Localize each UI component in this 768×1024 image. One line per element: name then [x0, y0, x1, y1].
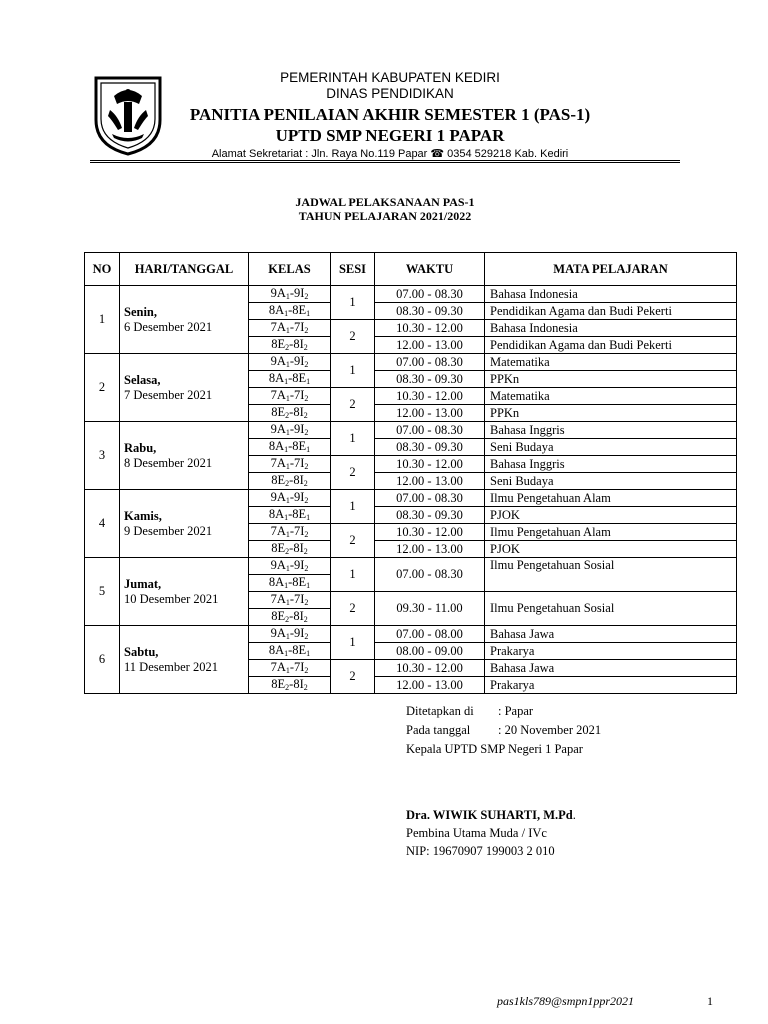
- schedule-body: [85, 286, 737, 694]
- kelas-part: -8E: [288, 643, 307, 657]
- kelas-part: 7A: [270, 524, 286, 538]
- day-date: 11 Desember 2021: [124, 659, 218, 674]
- header-kelas: KELAS: [249, 253, 331, 286]
- cell-kelas: [249, 507, 331, 524]
- cell-mata-pelajaran: Bahasa Jawa: [485, 660, 737, 677]
- kelas-part: -8E: [288, 507, 307, 521]
- cell-sesi: 2: [331, 660, 375, 694]
- kelas-subscript: 2: [304, 632, 309, 641]
- kelas-part: 9A: [270, 626, 286, 640]
- cell-mata-pelajaran: Matematika: [485, 388, 737, 405]
- kelas-subscript: 1: [285, 292, 290, 301]
- sign-place-line: [406, 702, 533, 721]
- cell-kelas: [249, 303, 331, 320]
- kop-line-pemerintah: PEMERINTAH KABUPATEN KEDIRI: [280, 70, 500, 85]
- kop-line-sekolah: UPTD SMP NEGERI 1 PAPAR: [275, 126, 505, 145]
- kelas-subscript: 1: [285, 428, 290, 437]
- kelas-part: 8E: [271, 337, 286, 351]
- header-mata-pelajaran: MATA PELAJARAN: [485, 253, 737, 286]
- cell-hari-tanggal: [120, 286, 249, 354]
- kelas-part: 9A: [270, 422, 286, 436]
- kelas-subscript: 2: [304, 394, 309, 403]
- kelas-subscript: 2: [304, 292, 309, 301]
- kelas-part: 8A: [268, 575, 285, 589]
- cell-kelas: [249, 643, 331, 660]
- kelas-part: 8E: [271, 541, 286, 555]
- kelas-part: 8E: [271, 473, 286, 487]
- sign-name: Dra. WIWIK SUHARTI, M.Pd: [406, 808, 573, 822]
- kelas-part: -7I: [289, 388, 305, 402]
- kelas-subscript: 2: [304, 530, 309, 539]
- cell-kelas: [249, 541, 331, 558]
- kelas-subscript: 2: [285, 411, 290, 420]
- cell-waktu: 07.00 - 08.30: [375, 490, 485, 507]
- kelas-part: -9I: [289, 286, 305, 300]
- cell-kelas: [249, 320, 331, 337]
- cell-kelas: [249, 371, 331, 388]
- doc-subtitle: TAHUN PELAJARAN 2021/2022: [298, 209, 472, 223]
- kelas-subscript: 2: [304, 462, 309, 471]
- table-row: [85, 286, 737, 303]
- sign-name-suffix: .: [572, 808, 576, 822]
- cell-kelas: [249, 677, 331, 694]
- kelas-subscript: 1: [306, 513, 311, 522]
- kelas-subscript: 2: [285, 343, 290, 352]
- cell-waktu: 10.30 - 12.00: [375, 456, 485, 473]
- day-date: 7 Desember 2021: [124, 387, 213, 402]
- cell-mata-pelajaran: PPKn: [485, 371, 737, 388]
- kelas-part: -8E: [288, 303, 307, 317]
- cell-kelas: [249, 405, 331, 422]
- kelas-part: 8A: [268, 643, 285, 657]
- cell-mata-pelajaran: Seni Budaya: [485, 473, 737, 490]
- cell-mata-pelajaran: Ilmu Pengetahuan Sosial: [485, 592, 737, 626]
- sign-place-label: Ditetapkan di: [406, 704, 474, 718]
- kelas-part: -9I: [289, 354, 305, 368]
- day-name: Senin,: [124, 304, 158, 319]
- cell-waktu: 10.30 - 12.00: [375, 320, 485, 337]
- sign-nip: NIP: 19670907 199003 2 010: [406, 844, 555, 858]
- cell-kelas: [249, 422, 331, 439]
- cell-sesi: 2: [331, 388, 375, 422]
- kelas-part: -8I: [289, 609, 304, 623]
- cell-kelas: [249, 490, 331, 507]
- schedule-table: [84, 252, 737, 694]
- cell-waktu: 12.00 - 13.00: [375, 473, 485, 490]
- kelas-subscript: 2: [304, 564, 309, 573]
- cell-mata-pelajaran: PJOK: [485, 541, 737, 558]
- cell-mata-pelajaran: Bahasa Jawa: [485, 626, 737, 643]
- kelas-subscript: 2: [303, 479, 308, 488]
- kelas-part: 8E: [271, 609, 286, 623]
- cell-no: 4: [85, 490, 120, 558]
- page-number: 1: [707, 994, 713, 1008]
- cell-waktu: 12.00 - 13.00: [375, 405, 485, 422]
- kelas-part: 8A: [268, 371, 285, 385]
- sign-rank: Pembina Utama Muda / IVc: [406, 826, 547, 840]
- cell-mata-pelajaran: Seni Budaya: [485, 439, 737, 456]
- cell-sesi: 1: [331, 626, 375, 660]
- cell-waktu: 08.00 - 09.00: [375, 643, 485, 660]
- header-hari-tanggal: HARI/TANGGAL: [120, 253, 249, 286]
- table-row: [85, 422, 737, 439]
- cell-mata-pelajaran: Ilmu Pengetahuan Alam: [485, 524, 737, 541]
- kelas-subscript: 2: [304, 326, 309, 335]
- kelas-part: -8E: [288, 371, 307, 385]
- sign-date-label: Pada tanggal: [406, 723, 471, 737]
- kelas-subscript: 1: [285, 598, 290, 607]
- cell-hari-tanggal: [120, 422, 249, 490]
- cell-kelas: [249, 354, 331, 371]
- kelas-subscript: 2: [304, 428, 309, 437]
- cell-waktu: 10.30 - 12.00: [375, 660, 485, 677]
- kelas-part: -9I: [289, 490, 305, 504]
- kelas-part: -7I: [289, 592, 305, 606]
- cell-waktu: 08.30 - 09.30: [375, 371, 485, 388]
- cell-sesi: 1: [331, 422, 375, 456]
- day-date: 6 Desember 2021: [124, 319, 213, 334]
- cell-sesi: 1: [331, 286, 375, 320]
- kelas-subscript: 1: [284, 649, 289, 658]
- kelas-subscript: 1: [284, 581, 289, 590]
- kelas-part: 8A: [268, 439, 285, 453]
- kelas-subscript: 1: [285, 530, 290, 539]
- cell-waktu: 07.00 - 08.30: [375, 354, 485, 371]
- cell-hari-tanggal: [120, 354, 249, 422]
- cell-kelas: [249, 524, 331, 541]
- header-no: NO: [85, 253, 120, 286]
- kelas-part: 8E: [271, 677, 286, 691]
- kelas-part: 8A: [268, 303, 285, 317]
- footer-code: pas1kls789@smpn1ppr2021: [497, 994, 635, 1008]
- day-name: Jumat,: [124, 576, 162, 591]
- header-sesi: SESI: [331, 253, 375, 286]
- kelas-part: -8I: [289, 405, 304, 419]
- kelas-part: -8E: [288, 439, 307, 453]
- kelas-subscript: 1: [284, 513, 289, 522]
- header-waktu: WAKTU: [375, 253, 485, 286]
- kelas-part: 7A: [270, 388, 286, 402]
- kelas-subscript: 2: [304, 496, 309, 505]
- cell-sesi: 2: [331, 524, 375, 558]
- kelas-part: -7I: [289, 660, 305, 674]
- cell-waktu: 10.30 - 12.00: [375, 524, 485, 541]
- cell-waktu: 10.30 - 12.00: [375, 388, 485, 405]
- table-header-row: [85, 253, 737, 286]
- kelas-part: -8I: [289, 337, 304, 351]
- kelas-part: -8I: [289, 473, 304, 487]
- cell-waktu: 07.00 - 08.30: [375, 422, 485, 439]
- cell-mata-pelajaran: Bahasa Inggris: [485, 422, 737, 439]
- sign-date-line: [406, 721, 601, 740]
- cell-no: 2: [85, 354, 120, 422]
- kelas-part: 7A: [270, 660, 286, 674]
- cell-hari-tanggal: [120, 626, 249, 694]
- kelas-part: 8E: [271, 405, 286, 419]
- kelas-part: -7I: [289, 456, 305, 470]
- cell-kelas: [249, 439, 331, 456]
- cell-kelas: [249, 626, 331, 643]
- kelas-subscript: 2: [304, 360, 309, 369]
- cell-waktu: 12.00 - 13.00: [375, 677, 485, 694]
- cell-sesi: 1: [331, 354, 375, 388]
- kelas-subscript: 1: [285, 394, 290, 403]
- day-name: Selasa,: [124, 372, 161, 387]
- kelas-part: -7I: [289, 524, 305, 538]
- cell-waktu: 07.00 - 08.00: [375, 626, 485, 643]
- table-row: [85, 354, 737, 371]
- cell-sesi: 2: [331, 456, 375, 490]
- kelas-part: 9A: [270, 558, 286, 572]
- kelas-subscript: 2: [304, 666, 309, 675]
- kelas-subscript: 1: [285, 496, 290, 505]
- kelas-part: 9A: [270, 354, 286, 368]
- table-row: [85, 490, 737, 507]
- kelas-part: 7A: [270, 320, 286, 334]
- kelas-part: -9I: [289, 626, 305, 640]
- kelas-subscript: 1: [285, 360, 290, 369]
- cell-kelas: [249, 473, 331, 490]
- kelas-subscript: 1: [306, 377, 311, 386]
- cell-waktu: 09.30 - 11.00: [375, 592, 485, 626]
- cell-waktu: 07.00 - 08.30: [375, 558, 485, 592]
- cell-kelas: [249, 592, 331, 609]
- cell-mata-pelajaran: Prakarya: [485, 677, 737, 694]
- cell-hari-tanggal: [120, 490, 249, 558]
- cell-kelas: [249, 660, 331, 677]
- kelas-subscript: 2: [303, 547, 308, 556]
- kelas-part: -8E: [288, 575, 307, 589]
- kelas-subscript: 2: [303, 615, 308, 624]
- kelas-subscript: 2: [285, 683, 290, 692]
- cell-mata-pelajaran: Ilmu Pengetahuan Alam: [485, 490, 737, 507]
- cell-mata-pelajaran: Matematika: [485, 354, 737, 371]
- kelas-part: -8I: [289, 541, 304, 555]
- cell-kelas: [249, 558, 331, 575]
- cell-sesi: 2: [331, 320, 375, 354]
- cell-kelas: [249, 456, 331, 473]
- kelas-subscript: 1: [284, 309, 289, 318]
- kelas-part: -7I: [289, 320, 305, 334]
- day-date: 8 Desember 2021: [124, 455, 213, 470]
- kelas-subscript: 2: [285, 479, 290, 488]
- kelas-subscript: 1: [285, 564, 290, 573]
- sign-date-value: : 20 November 2021: [498, 723, 602, 737]
- kelas-subscript: 1: [284, 445, 289, 454]
- kelas-part: 7A: [270, 456, 286, 470]
- cell-sesi: 2: [331, 592, 375, 626]
- table-row: [85, 558, 737, 575]
- kelas-subscript: 2: [304, 598, 309, 607]
- cell-waktu: 08.30 - 09.30: [375, 303, 485, 320]
- cell-no: 3: [85, 422, 120, 490]
- kelas-subscript: 1: [306, 445, 311, 454]
- cell-mata-pelajaran: PJOK: [485, 507, 737, 524]
- day-date: 9 Desember 2021: [124, 523, 213, 538]
- cell-kelas: [249, 609, 331, 626]
- kelas-subscript: 1: [306, 649, 311, 658]
- cell-mata-pelajaran: Pendidikan Agama dan Budi Pekerti: [485, 303, 737, 320]
- cell-kelas: [249, 388, 331, 405]
- cell-sesi: 1: [331, 490, 375, 524]
- doc-title: JADWAL PELAKSANAAN PAS-1: [295, 195, 475, 209]
- letterhead-rule: [90, 160, 680, 161]
- kelas-subscript: 1: [306, 309, 311, 318]
- kelas-subscript: 1: [285, 462, 290, 471]
- kelas-subscript: 2: [303, 683, 308, 692]
- day-name: Sabtu,: [124, 644, 159, 659]
- cell-kelas: [249, 337, 331, 354]
- cell-mata-pelajaran: Pendidikan Agama dan Budi Pekerti: [485, 337, 737, 354]
- letterhead-rule-thin: [90, 162, 680, 163]
- cell-mata-pelajaran: Bahasa Inggris: [485, 456, 737, 473]
- cell-waktu: 08.30 - 09.30: [375, 439, 485, 456]
- cell-mata-pelajaran: PPKn: [485, 405, 737, 422]
- kop-address: Alamat Sekretariat : Jln. Raya No.119 Papar ☎ 0354 529218 Kab. Kediri: [211, 148, 569, 160]
- day-name: Kamis,: [124, 508, 162, 523]
- cell-mata-pelajaran: Bahasa Indonesia: [485, 286, 737, 303]
- kelas-subscript: 1: [284, 377, 289, 386]
- cell-kelas: [249, 286, 331, 303]
- kelas-subscript: 2: [303, 411, 308, 420]
- cell-waktu: 12.00 - 13.00: [375, 337, 485, 354]
- cell-sesi: 1: [331, 558, 375, 592]
- cell-kelas: [249, 575, 331, 592]
- kelas-subscript: 1: [285, 666, 290, 675]
- kelas-subscript: 1: [306, 581, 311, 590]
- kelas-subscript: 2: [285, 547, 290, 556]
- day-name: Rabu,: [124, 440, 157, 455]
- day-date: 10 Desember 2021: [124, 591, 219, 606]
- kelas-part: 9A: [270, 286, 286, 300]
- kop-line-dinas: DINAS PENDIDIKAN: [326, 86, 454, 101]
- sign-place-value: : Papar: [498, 704, 534, 718]
- sign-name-line: [406, 806, 576, 825]
- kelas-part: -9I: [289, 422, 305, 436]
- kelas-subscript: 2: [285, 615, 290, 624]
- kelas-subscript: 1: [285, 326, 290, 335]
- kelas-part: 7A: [270, 592, 286, 606]
- kelas-subscript: 1: [285, 632, 290, 641]
- kelas-part: -9I: [289, 558, 305, 572]
- cell-waktu: 12.00 - 13.00: [375, 541, 485, 558]
- kelas-subscript: 2: [303, 343, 308, 352]
- cell-waktu: 08.30 - 09.30: [375, 507, 485, 524]
- cell-mata-pelajaran: Bahasa Indonesia: [485, 320, 737, 337]
- cell-mata-pelajaran: Prakarya: [485, 643, 737, 660]
- cell-no: 5: [85, 558, 120, 626]
- sign-position: Kepala UPTD SMP Negeri 1 Papar: [406, 742, 583, 756]
- table-row: [85, 626, 737, 643]
- cell-mata-pelajaran: Ilmu Pengetahuan Sosial: [485, 558, 737, 592]
- cell-no: 1: [85, 286, 120, 354]
- cell-waktu: 07.00 - 08.30: [375, 286, 485, 303]
- kelas-part: -8I: [289, 677, 304, 691]
- kop-line-panitia: PANITIA PENILAIAN AKHIR SEMESTER 1 (PAS-1): [189, 105, 591, 124]
- cell-no: 6: [85, 626, 120, 694]
- kelas-part: 8A: [268, 507, 285, 521]
- kelas-part: 9A: [270, 490, 286, 504]
- cell-hari-tanggal: [120, 558, 249, 626]
